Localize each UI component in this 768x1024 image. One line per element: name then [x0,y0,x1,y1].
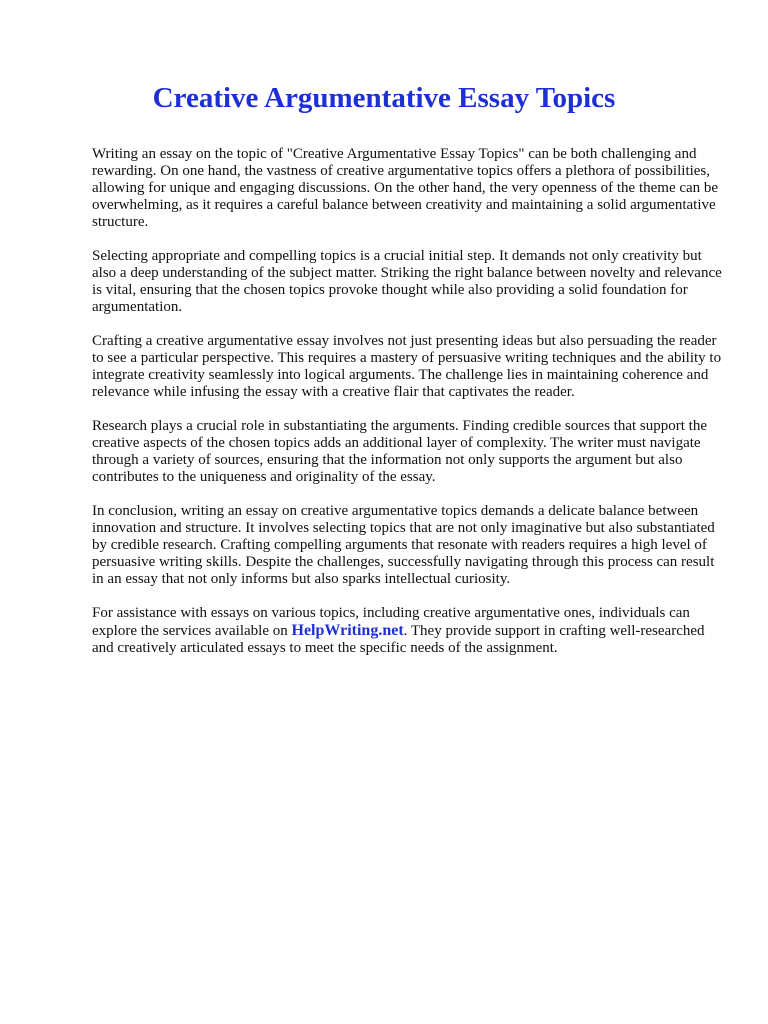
assistance-text-after: . They provide support in crafting well-researched and creatively articulated essays to meet the specific needs of the assignment. [92,623,705,656]
paragraph-intro: Writing an essay on the topic of "Creative Argumentative Essay Topics" can be both challenging and rewarding. On one hand, the vastness of creative argumentative topics offers a plethora of possibilities, allowing for unique and engaging discussions. On the other hand, the very openness of the theme can be overwhelming, as it requires a careful balance between creativity and maintaining a solid argumentative structure. [92,146,719,230]
document-title: Creative Argumentative Essay Topics [152,82,616,114]
document-body [92,146,724,674]
paragraph-assistance [92,605,724,657]
helpwriting-link[interactable]: HelpWriting.net [291,622,404,639]
paragraph-research: Research plays a crucial role in substantiating the arguments. Finding credible sources that support the creative aspects of the chosen topics adds an additional layer of complexity. The writer must navigate through a variety of sources, ensuring that the information not only supports the argument but also contributes to the uniqueness and originality of the essay. [92,418,707,485]
paragraph-crafting: Crafting a creative argumentative essay involves not just presenting ideas but also persuading the reader to see a particular perspective. This requires a mastery of persuasive writing techniques and the ability to integrate creativity seamlessly into logical arguments. The challenge lies in maintaining coherence and relevance while infusing the essay with a creative flair that captivates the reader. [92,333,722,400]
assistance-text-before: For assistance with essays on various topics, including creative argumentative ones, individuals can explore the services available on [92,605,690,639]
paragraph-topic-selection: Selecting appropriate and compelling topics is a crucial initial step. It demands not only creativity but also a deep understanding of the subject matter. Striking the right balance between novelty and relevance is vital, ensuring that the chosen topics provoke thought while also providing a solid foundation for argumentation. [92,248,722,315]
paragraph-conclusion: In conclusion, writing an essay on creative argumentative topics demands a delicate balance between innovation and structure. It involves selecting topics that are not only imaginative but also substantiated by credible research. Crafting compelling arguments that resonate with readers requires a high level of persuasive writing skills. Despite the challenges, successfully navigating through this process can result in an essay that not only informs but also sparks intellectual curiosity. [92,503,715,587]
